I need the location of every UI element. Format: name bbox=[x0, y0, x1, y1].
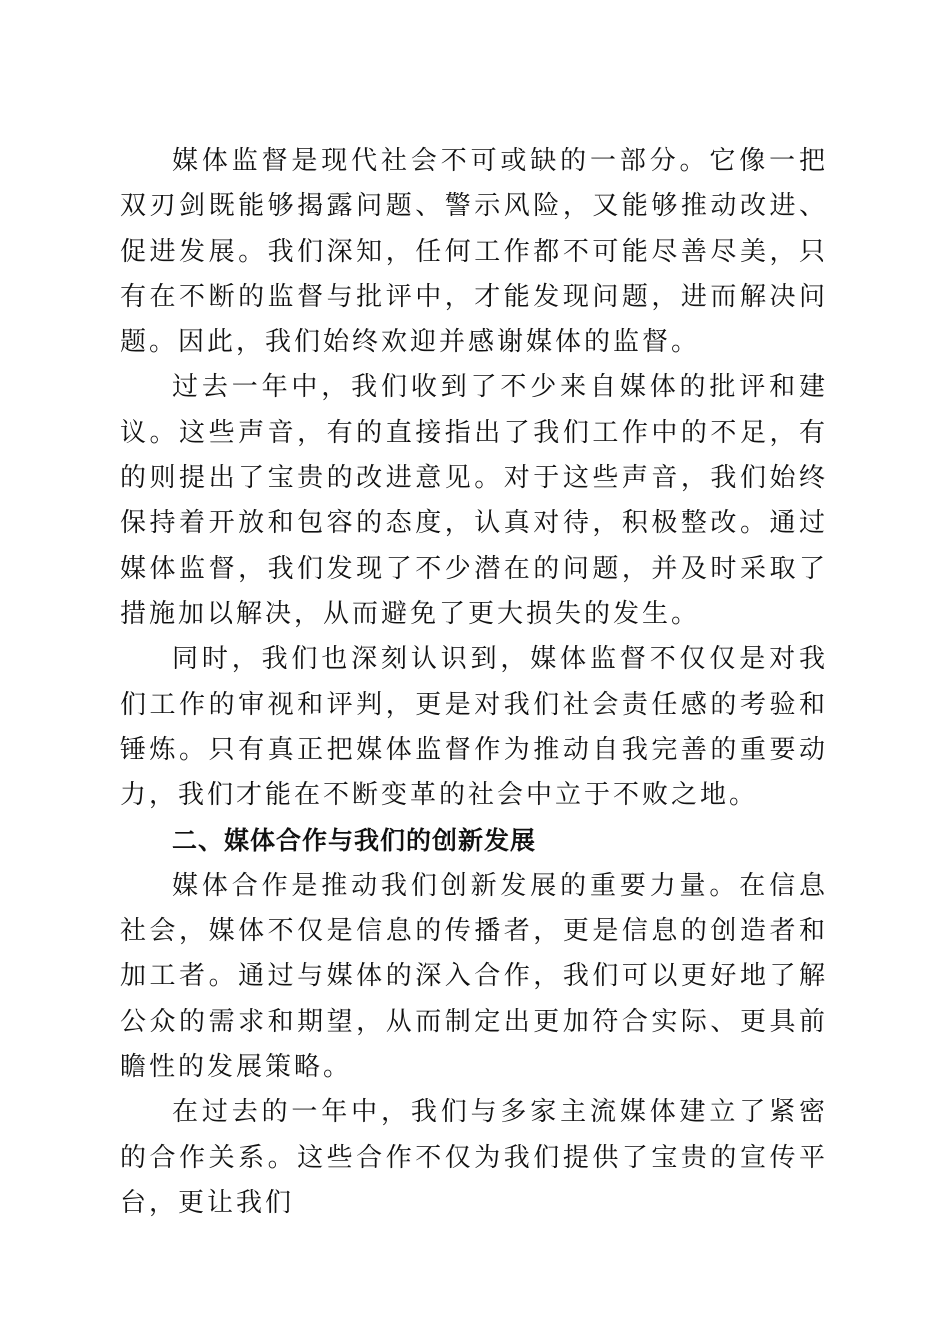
paragraph-media-cooperation: 媒体合作是推动我们创新发展的重要力量。在信息社会，媒体不仅是信息的传播者，更是信息的创造者和加工者。通过与媒体的深入合作，我们可以更好地了解公众的需求和期望，从而制定出更加符合实际、更具前瞻性的发展策略。 bbox=[120, 870, 828, 1082]
paragraph-social-responsibility: 同时，我们也深刻认识到，媒体监督不仅仅是对我们工作的审视和评判，更是对我们社会责任感的考验和锤炼。只有真正把媒体监督作为推动自我完善的重要动力，我们才能在不断变革的社会中立于不败之地。 bbox=[120, 644, 828, 811]
paragraph-past-year-feedback: 过去一年中，我们收到了不少来自媒体的批评和建议。这些声音，有的直接指出了我们工作中的不足，有的则提出了宝贵的改进意见。对于这些声音，我们始终保持着开放和包容的态度，认真对待，积极整改。通过媒体监督，我们发现了不少潜在的问题，并及时采取了措施加以解决，从而避免了更大损失的发生。 bbox=[120, 372, 828, 629]
section-heading: 二、媒体合作与我们的创新发展 bbox=[172, 826, 537, 856]
document-body bbox=[120, 139, 828, 1226]
paragraph-mainstream-media-partners: 在过去的一年中，我们与多家主流媒体建立了紧密的合作关系。这些合作不仅为我们提供了宝贵的宣传平台，更让我们 bbox=[120, 1097, 828, 1218]
paragraph-media-supervision-intro: 媒体监督是现代社会不可或缺的一部分。它像一把双刃剑既能够揭露问题、警示风险，又能够推动改进、促进发展。我们深知，任何工作都不可能尽善尽美，只有在不断的监督与批评中，才能发现问题，进而解决问题。因此，我们始终欢迎并感谢媒体的监督。 bbox=[120, 146, 828, 358]
